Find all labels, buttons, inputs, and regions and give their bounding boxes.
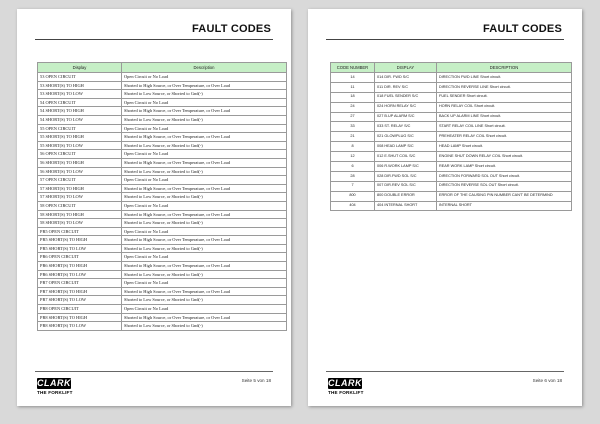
table-row — [331, 142, 572, 152]
table-row — [38, 73, 287, 82]
table-row — [38, 244, 287, 253]
footer-divider — [35, 371, 273, 372]
cell-display: 54 OPEN CIRCUIT — [38, 98, 122, 107]
cell-description: Open Circuit or No Load — [122, 73, 287, 82]
table-row — [38, 176, 287, 185]
table-row — [38, 270, 287, 279]
cell-display: 56 SHORT(S) TO LOW — [38, 167, 122, 176]
table-row — [331, 112, 572, 122]
cell-display: 007 DIR.REV SOL S/C — [375, 181, 437, 191]
page-number: Seite 5 von 18 — [241, 378, 271, 383]
cell-display: 033 ST. RELAY S/C — [375, 122, 437, 132]
cell-description: INTERNAL SHORT — [437, 201, 572, 211]
cell-description: DIRECTION REVERSE SOL OUT Short circuit. — [437, 181, 572, 191]
cell-description: Shorted to High Source, or Over Temperature, or Over Load — [122, 313, 287, 322]
cell-code-number: 28 — [331, 171, 375, 181]
cell-description: Open Circuit or No Load — [122, 201, 287, 210]
cell-display: PR7 OPEN CIRCUIT — [38, 279, 122, 288]
table-row — [38, 90, 287, 99]
cell-display: 55 OPEN CIRCUIT — [38, 124, 122, 133]
cell-description: ENGINE SHUT DOWN RELAY COIL Short circuit. — [437, 152, 572, 162]
fault-code-table — [37, 62, 287, 331]
cell-description: Open Circuit or No Load — [122, 98, 287, 107]
cell-display: PR6 SHORT(S) TO HIGH — [38, 262, 122, 271]
cell-display: 800 DOUBLE ERROR — [375, 191, 437, 201]
fault-code-table — [330, 62, 572, 211]
page-number: Seite 6 von 18 — [532, 378, 562, 383]
cell-display: 54 SHORT(S) TO LOW — [38, 115, 122, 124]
cell-description: DIRECTION FWD LINE Short circuit. — [437, 73, 572, 83]
cell-description: ERROR OF THE CAUSING PIN NUMBER CAN'T BE DETERMIND — [437, 191, 572, 201]
cell-display: 027 B.UP ALARM S/C — [375, 112, 437, 122]
cell-description: Shorted to High Source, or Over Temperature, or Over Load — [122, 287, 287, 296]
cell-description: Shorted to High Source, or Over Temperature, or Over Load — [122, 236, 287, 245]
cell-display: 404 INTERNAL SHORT — [375, 201, 437, 211]
cell-description: PREHEATER RELAY COIL Short circuit. — [437, 132, 572, 142]
cell-description: START RELAY COIL LINE Short circuit. — [437, 122, 572, 132]
cell-display: 55 SHORT(S) TO LOW — [38, 141, 122, 150]
cell-description: Shorted to Low Source, or Shorted to Gnd(-) — [122, 322, 287, 331]
table-row — [38, 107, 287, 116]
table-row — [38, 81, 287, 90]
page-title: FAULT CODES — [192, 23, 271, 35]
cell-display: 55 SHORT(S) TO HIGH — [38, 133, 122, 142]
table-row — [331, 102, 572, 112]
cell-display: 011 DIR. REV S/C — [375, 82, 437, 92]
table-row — [38, 167, 287, 176]
table-row — [38, 150, 287, 159]
cell-code-number: 6 — [331, 162, 375, 172]
cell-description: Shorted to Low Source, or Shorted to Gnd(-) — [122, 167, 287, 176]
cell-display: 024 HORN RELAY S/C — [375, 102, 437, 112]
cell-description: Open Circuit or No Load — [122, 176, 287, 185]
column-header-display: DISPLAY — [375, 63, 437, 73]
cell-display: PR8 SHORT(S) TO HIGH — [38, 313, 122, 322]
cell-description: REAR WORK LAMP Short circuit. — [437, 162, 572, 172]
cell-description: Shorted to High Source, or Over Temperature, or Over Load — [122, 262, 287, 271]
cell-description: Shorted to Low Source, or Shorted to Gnd(-) — [122, 141, 287, 150]
table-row — [38, 305, 287, 314]
table-row — [38, 296, 287, 305]
table-row — [38, 115, 287, 124]
cell-code-number: 11 — [331, 82, 375, 92]
cell-display: 54 SHORT(S) TO HIGH — [38, 107, 122, 116]
table-row — [38, 227, 287, 236]
cell-display: PR6 SHORT(S) TO LOW — [38, 270, 122, 279]
cell-display: PR6 OPEN CIRCUIT — [38, 253, 122, 262]
cell-display: 58 OPEN CIRCUIT — [38, 201, 122, 210]
cell-description: Shorted to Low Source, or Shorted to Gnd(-) — [122, 270, 287, 279]
cell-display: PR5 SHORT(S) TO LOW — [38, 244, 122, 253]
table-row — [331, 132, 572, 142]
cell-description: Shorted to High Source, or Over Temperature, or Over Load — [122, 184, 287, 193]
footer-divider — [326, 371, 564, 372]
cell-description: Shorted to Low Source, or Shorted to Gnd(-) — [122, 115, 287, 124]
cell-display: PR8 OPEN CIRCUIT — [38, 305, 122, 314]
table-row — [38, 219, 287, 228]
cell-display: PR7 SHORT(S) TO LOW — [38, 296, 122, 305]
cell-display: 012 E.SHUT COIL S/C — [375, 152, 437, 162]
cell-description: Shorted to Low Source, or Shorted to Gnd(-) — [122, 296, 287, 305]
document-page-5 — [17, 9, 291, 406]
cell-code-number: 800 — [331, 191, 375, 201]
cell-display: 57 SHORT(S) TO LOW — [38, 193, 122, 202]
clark-logo — [37, 378, 83, 395]
table-row — [38, 322, 287, 331]
cell-description: DIRECTION FORWARD SOL OUT Short circuit. — [437, 171, 572, 181]
table-row — [38, 210, 287, 219]
document-page-6 — [308, 9, 582, 406]
cell-description: Shorted to High Source, or Over Temperature, or Over Load — [122, 107, 287, 116]
cell-code-number: 18 — [331, 92, 375, 102]
cell-code-number: 14 — [331, 73, 375, 83]
cell-code-number: 21 — [331, 132, 375, 142]
cell-display: PR5 SHORT(S) TO HIGH — [38, 236, 122, 245]
table-row — [38, 262, 287, 271]
cell-description: Shorted to Low Source, or Shorted to Gnd(-) — [122, 244, 287, 253]
cell-description: Open Circuit or No Load — [122, 253, 287, 262]
table-header-row — [331, 63, 572, 73]
table-row — [331, 181, 572, 191]
cell-display: 53 SHORT(S) TO HIGH — [38, 81, 122, 90]
table-row — [38, 201, 287, 210]
table-row — [38, 253, 287, 262]
cell-display: 006 R.WORK LAMP S/C — [375, 162, 437, 172]
cell-display: PR8 SHORT(S) TO LOW — [38, 322, 122, 331]
cell-display: 58 SHORT(S) TO HIGH — [38, 210, 122, 219]
cell-description: Open Circuit or No Load — [122, 279, 287, 288]
cell-description: Shorted to High Source, or Over Temperature, or Over Load — [122, 210, 287, 219]
table-row — [331, 152, 572, 162]
cell-description: BACK UP ALARM LINE Short circuit. — [437, 112, 572, 122]
table-row — [38, 287, 287, 296]
table-row — [331, 122, 572, 132]
table-row — [38, 158, 287, 167]
cell-code-number: 33 — [331, 122, 375, 132]
title-divider — [35, 39, 273, 40]
table-row — [331, 162, 572, 172]
table-row — [331, 82, 572, 92]
table-row — [331, 191, 572, 201]
cell-display: 014 DIR. FWD S/C — [375, 73, 437, 83]
cell-description: HEAD LAMP Short circuit. — [437, 142, 572, 152]
cell-code-number: 27 — [331, 112, 375, 122]
page-title: FAULT CODES — [483, 23, 562, 35]
table-row — [38, 313, 287, 322]
cell-description: HORN RELAY COIL Short circuit. — [437, 102, 572, 112]
table-row — [331, 201, 572, 211]
cell-code-number: 7 — [331, 181, 375, 191]
title-divider — [326, 39, 564, 40]
column-header-display: Display — [38, 63, 122, 73]
table-row — [38, 98, 287, 107]
table-row — [38, 133, 287, 142]
cell-description: Shorted to High Source, or Over Temperature, or Over Load — [122, 158, 287, 167]
cell-description: Shorted to High Source, or Over Temperature, or Over Load — [122, 133, 287, 142]
table-row — [38, 124, 287, 133]
cell-description: Open Circuit or No Load — [122, 227, 287, 236]
cell-description: Shorted to Low Source, or Shorted to Gnd(-) — [122, 219, 287, 228]
cell-display: 56 OPEN CIRCUIT — [38, 150, 122, 159]
clark-logo-mark: CLARK — [328, 378, 362, 388]
cell-display: 56 SHORT(S) TO HIGH — [38, 158, 122, 167]
cell-display: 57 OPEN CIRCUIT — [38, 176, 122, 185]
table-row — [38, 279, 287, 288]
cell-description: Shorted to Low Source, or Shorted to Gnd(-) — [122, 193, 287, 202]
clark-logo-tagline: THE FORKLIFT — [328, 390, 364, 395]
table-row — [331, 92, 572, 102]
cell-code-number: 8 — [331, 142, 375, 152]
cell-description: DIRECTION REVERSE LINE Short circuit. — [437, 82, 572, 92]
cell-description: FUEL SENDER Short circuit. — [437, 92, 572, 102]
cell-display: 57 SHORT(S) TO HIGH — [38, 184, 122, 193]
clark-logo-tagline: THE FORKLIFT — [37, 390, 73, 395]
column-header-description: DESCRIPTION — [437, 63, 572, 73]
cell-display: PR5 OPEN CIRCUIT — [38, 227, 122, 236]
table-header-row — [38, 63, 287, 73]
cell-description: Open Circuit or No Load — [122, 150, 287, 159]
cell-display: 53 SHORT(S) TO LOW — [38, 90, 122, 99]
cell-display: 021 GLOWPLUG S/C — [375, 132, 437, 142]
cell-display: 008 HEAD LAMP S/C — [375, 142, 437, 152]
column-header-code-number: CODE NUMBER — [331, 63, 375, 73]
cell-description: Shorted to High Source, or Over Temperature, or Over Load — [122, 81, 287, 90]
table-row — [38, 141, 287, 150]
cell-display: 53 OPEN CIRCUIT — [38, 73, 122, 82]
cell-display: PR7 SHORT(S) TO HIGH — [38, 287, 122, 296]
table-row — [331, 73, 572, 83]
cell-description: Open Circuit or No Load — [122, 305, 287, 314]
cell-description: Open Circuit or No Load — [122, 124, 287, 133]
cell-code-number: 404 — [331, 201, 375, 211]
column-header-description: Description — [122, 63, 287, 73]
clark-logo-mark: CLARK — [37, 378, 71, 388]
cell-description: Shorted to Low Source, or Shorted to Gnd(-) — [122, 90, 287, 99]
cell-code-number: 12 — [331, 152, 375, 162]
cell-display: 018 FUEL SENDER S/C — [375, 92, 437, 102]
cell-display: 58 SHORT(S) TO LOW — [38, 219, 122, 228]
table-row — [38, 184, 287, 193]
table-row — [38, 193, 287, 202]
cell-code-number: 24 — [331, 102, 375, 112]
table-row — [38, 236, 287, 245]
clark-logo — [328, 378, 374, 395]
table-row — [331, 171, 572, 181]
cell-display: 028 DIR.FWD SOL S/C — [375, 171, 437, 181]
